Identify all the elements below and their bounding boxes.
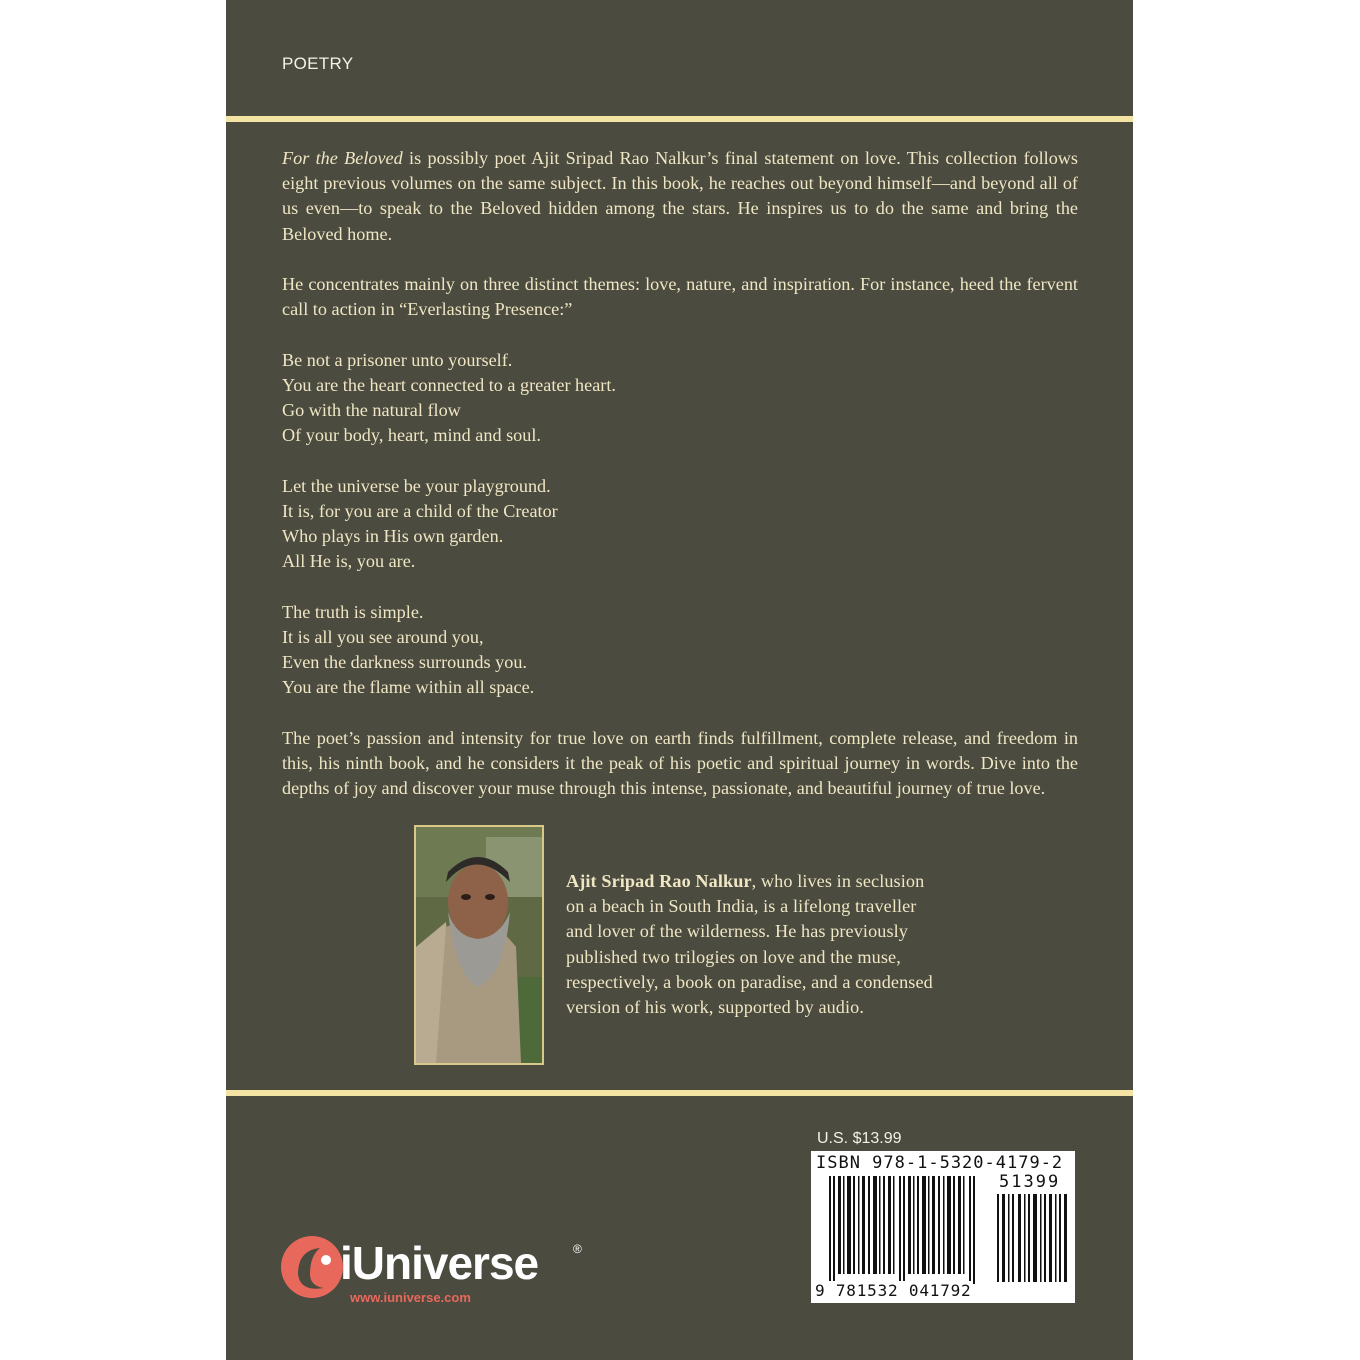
stanza xyxy=(282,600,1078,701)
addon-bars xyxy=(997,1194,1069,1282)
bio-text: , who lives in seclusion on a beach in South India, is a lifelong traveller and lover of the wilderness. He has previously published two trilogies on love and the muse, respectively, a book on paradise, and a condensed version of his work, supported by audio. xyxy=(566,871,933,1018)
stanza xyxy=(282,474,1078,575)
intro-text: is possibly poet Ajit Sripad Rao Nalkur’s final statement on love. This collection follows eight previous volumes on the same subject. In this book, he reaches out beyond himself—and beyond all of us even—to speak to the Beloved hidden among the stars. He inspires us to do the same and bring the Beloved home. xyxy=(282,148,1079,244)
verse-line: All He is, you are. xyxy=(282,551,416,572)
themes-paragraph: He concentrates mainly on three distinct themes: love, nature, and inspiration. For instance, heed the fervent call to action in “Everlasting Presence:” xyxy=(282,274,1078,320)
blurb xyxy=(282,146,1078,826)
verse-line: Even the darkness surrounds you. xyxy=(282,652,527,672)
genre-label: POETRY xyxy=(282,54,354,73)
poem-excerpt xyxy=(282,348,1078,701)
price-label: U.S. $13.99 xyxy=(817,1130,902,1147)
verse-line: It is, for you are a child of the Creator xyxy=(282,500,558,521)
registered-mark: ® xyxy=(573,1242,582,1256)
back-cover xyxy=(226,0,1133,1360)
bottom-rule xyxy=(226,1090,1133,1096)
verse-line: Of your body, heart, mind and soul. xyxy=(282,425,541,446)
publisher-name: iUniverse xyxy=(340,1237,539,1289)
price-code: 51399 xyxy=(999,1172,1061,1192)
verse-line: Let the universe be your playground. xyxy=(282,475,551,496)
stanza xyxy=(282,348,1078,449)
verse-line: Go with the natural flow xyxy=(282,400,461,420)
ean-digits: 9 781532 041792 xyxy=(815,1281,972,1300)
author-name: Ajit Sripad Rao Nalkur xyxy=(566,871,752,891)
verse-line: Be not a prisoner unto yourself. xyxy=(282,349,513,370)
isbn-text: ISBN 978-1-5320-4179-2 xyxy=(816,1153,1064,1173)
closing-paragraph: The poet’s passion and intensity for true love on earth finds fulfillment, complete release, and freedom in this, his ninth book, and he considers it the peak of his poetic and spiritual journey in words. Dive into the depths of joy and discover your muse through this intense, passionate, and beautiful journey of true love. xyxy=(282,727,1078,798)
author-bio xyxy=(566,869,946,1020)
verse-line: Who plays in His own garden. xyxy=(282,526,504,546)
top-rule xyxy=(226,116,1133,122)
book-title: For the Beloved xyxy=(282,148,403,168)
verse-line: You are the flame within all space. xyxy=(282,677,535,698)
intro-paragraph xyxy=(282,146,1078,247)
publisher-url: www.iuniverse.com xyxy=(350,1290,471,1305)
barcode xyxy=(811,1151,1075,1303)
verse-line: It is all you see around you, xyxy=(282,626,484,647)
publisher-logo xyxy=(280,1232,600,1312)
iuniverse-swirl-icon xyxy=(280,1234,344,1300)
verse-line: You are the heart connected to a greater heart. xyxy=(282,374,616,395)
author-photo xyxy=(414,825,544,1065)
verse-line: The truth is simple. xyxy=(282,601,424,622)
barcode-bars xyxy=(829,1176,979,1284)
